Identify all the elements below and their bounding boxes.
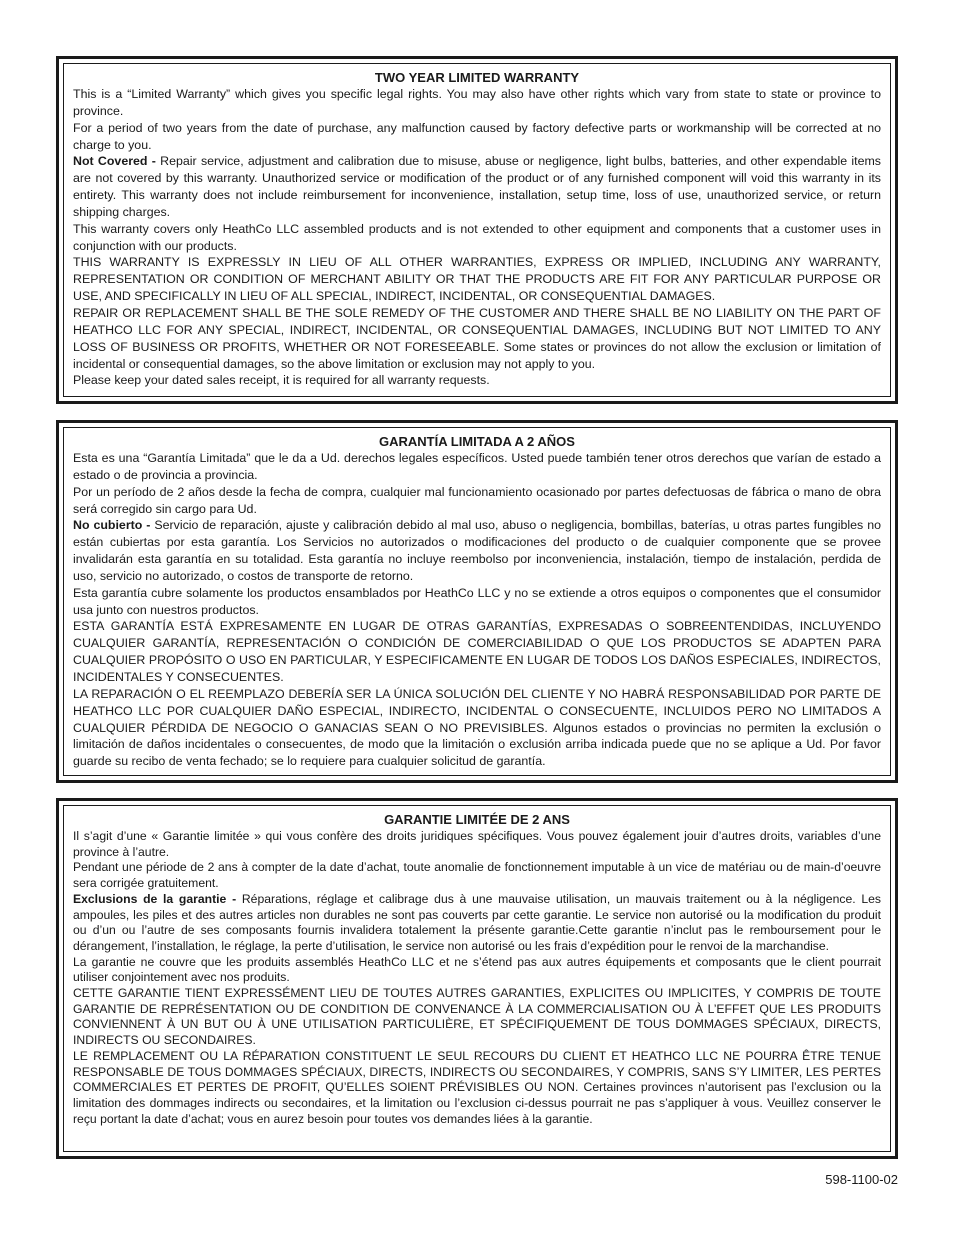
not-covered-label: Not Covered - bbox=[73, 154, 156, 169]
warranty-title-english: TWO YEAR LIMITED WARRANTY bbox=[374, 70, 580, 85]
exclusions-label: Exclusions de la garantie - bbox=[73, 891, 237, 906]
warranty-paragraph: Esta es una “Garantía Limitada” que le da a Ud. derechos legales específicos. Usted puede también tener otros derechos que varían de estado a estado o de provincia a provincia. bbox=[73, 451, 881, 482]
warranty-box-french-inner bbox=[63, 805, 891, 1152]
not-covered-text: Repair service, adjustment and calibration due to misuse, abuse or negligence, light bulbs, batteries, and other expendable items are not covered by this warranty. Unauthorized service or modification of the product or of any furnished component will void this warranty in its entirety. This warranty does not include reimbursement for inconvenience, installation, setup time, loss of use, unauthorized service, or return shipping charges. bbox=[73, 154, 881, 219]
warranty-paragraph: Por un período de 2 años desde la fecha de compra, cualquier mal funcionamiento ocasionado por partes defectuosas de fábrica o mano de obra será corregido sin cargo para Ud. bbox=[73, 484, 881, 516]
warranty-paragraph: Il s’agit d’une « Garantie limitée » qui vous confère des droits juridiques spécifiques. Vous pouvez également jouir d’autres droits, variables d’une province à l’autre. bbox=[73, 829, 881, 859]
warranty-paragraph: CETTE GARANTIE TIENT EXPRESSÉMENT LIEU DE TOUTES AUTRES GARANTIES, EXPLICITES OU IMPLICITES, Y COMPRIS DE TOUTE GARANTIE DE REPRÉSENTATION OU DE CONDITION DE CONVENANCE À LA COMMERCIALISATION OU À L’EFFET QUE LES PRODUITS CONVIENNENT À UN BUT OU À UNE UTILISATION PARTICULIÈRE, ET SPÉCIFIQUEMENT DE TOUS DOMMAGES SPÉCIAUX, DIRECTS, INDIRECTS OU SECONDAIRES. bbox=[73, 986, 881, 1048]
warranty-paragraph: Please keep your dated sales receipt, it is required for all warranty requests. bbox=[73, 373, 490, 388]
warranty-box-spanish bbox=[56, 420, 898, 783]
warranty-box-spanish-inner bbox=[63, 427, 891, 776]
warranty-box-french bbox=[56, 798, 898, 1159]
warranty-paragraph: REPAIR OR REPLACEMENT SHALL BE THE SOLE REMEDY OF THE CUSTOMER AND THERE SHALL BE NO LIABILITY ON THE PART OF HEATHCO LLC FOR ANY SPECIAL, INDIRECT, INCIDENTAL, OR CONSEQUENTIAL DAMAGES, INCLUDING BUT NOT LIMITED TO ANY LOSS OF BUSINESS OR PROFITS, WHETHER OR NOT FORESEEABLE. Some states or provinces do not allow the exclusion or limitation of incidental or consequential damages, so the above limitation or exclusion may not apply to you. bbox=[73, 305, 881, 371]
warranty-paragraph: THIS WARRANTY IS EXPRESSLY IN LIEU OF ALL OTHER WARRANTIES, EXPRESS OR IMPLIED, INCLUDING ANY WARRANTY, REPRESENTATION OR CONDITION OF MERCHANT ABILITY OR THAT THE PRODUCTS ARE FIT FOR ANY PARTICULAR PURPOSE OR USE, AND SPECIFICALLY IN LIEU OF ALL SPECIAL, INDIRECT, INCIDENTAL, OR CONSEQUENTIAL DAMAGES. bbox=[73, 255, 881, 304]
warranty-paragraph: LA REPARACIÓN O EL REEMPLAZO DEBERÍA SER LA ÚNICA SOLUCIÓN DEL CLIENTE Y NO HABRÁ RESPONSABILIDAD POR PARTE DE HEATHCO LLC POR CUALQUIER DAÑO ESPECIAL, INDIRECTO, INCIDENTAL O CONSECUENTE, INCLUIDOS PERO NO LIMITADOS A CUALQUIER PÉRDIDA DE NEGOCIO O GANACIAS SEAN O NO PREVISIBLES. Algunos estados o provincias no permiten la exclusión o limitación de daños incidentales o consecuentes, de modo que la limitación o exclusión arriba indicada puede que no se aplique a Ud. Por favor guarde su recibo de venta fechado; se lo requiere para cualquier solicitud de garantía. bbox=[73, 686, 881, 769]
no-cubierto-label: No cubierto - bbox=[73, 518, 151, 533]
warranty-paragraph: La garantie ne couvre que les produits assemblés HeathCo LLC et ne s’étend pas aux autres équipements et composants que le client pourrait utiliser conjointement avec nos produits. bbox=[73, 954, 881, 985]
warranty-box-english-inner bbox=[63, 63, 891, 397]
warranty-paragraph: This is a “Limited Warranty” which gives you specific legal rights. You may also have other rights which vary from state to state or province to province. bbox=[73, 87, 881, 118]
warranty-paragraph-not-covered bbox=[73, 153, 881, 220]
warranty-paragraph: ESTA GARANTÍA ESTÁ EXPRESAMENTE EN LUGAR DE OTRAS GARANTÍAS, EXPRESADAS O SOBREENTENDIDAS, INCLUYENDO CUALQUIER GARANTÍA, REPRESENTACIÓN O CONDICIÓN DE COMERCIABILIDAD O QUE LOS PRODUCTOS SE ADAPTEN PARA CUALQUIER PROPÓSITO O USO EN PARTICULAR, Y ESPECIFICAMENTE EN LUGAR DE TODOS LOS DAÑOS ESPECIALES, INDIRECTOS, INCIDENTALES Y CONSECUENTES. bbox=[73, 619, 881, 684]
warranty-paragraph: Esta garantía cubre solamente los productos ensamblados por HeathCo LLC y no se extiende a otros equipos o componentes que el consumidor usa junto con nuestros productos. bbox=[73, 585, 881, 617]
warranty-paragraph: Pendant une période de 2 ans à compter de la date d’achat, toute anomalie de fonctionnement imputable à un vice de matériau ou de main-d’oeuvre sera corrigée gratuitement. bbox=[73, 860, 881, 891]
warranty-paragraph: For a period of two years from the date of purchase, any malfunction caused by factory defective parts or workmanship will be corrected at no charge to you. bbox=[73, 120, 881, 152]
warranty-box-english bbox=[56, 56, 898, 404]
warranty-paragraph: LE REMPLACEMENT OU LA RÉPARATION CONSTITUENT LE SEUL RECOURS DU CLIENT ET HEATHCO LLC NE POURRA ÊTRE TENUE RESPONSABLE DE TOUS DOMMAGES SPÉCIAUX, DIRECTS, INDIRECTS OU SECONDAIRES, Y COMPRIS, SANS S’Y LIMITER, LES PERTES COMMERCIALES ET PERTES DE PROFIT, QU’ELLES SOIENT PRÉVISIBLES OU NON. Certaines provinces n’autorisent pas l’exclusion ou la limitation des dommages indirects ou secondaires, et la limitation ou l’exclusion ci-dessus pourrait ne pas s’appliquer à vous. Veuillez conserver le reçu portant la date d’achat; vous en aurez besoin pour toutes vos demandes liées à la garantie. bbox=[73, 1048, 881, 1126]
warranty-paragraph-no-cubierto bbox=[73, 517, 881, 584]
warranty-title-spanish: GARANTÍA LIMITADA A 2 AÑOS bbox=[379, 434, 575, 449]
document-number: 598-1100-02 bbox=[825, 1172, 898, 1187]
warranty-paragraph-exclusions bbox=[73, 892, 881, 955]
exclusions-text: Réparations, réglage et calibrage dus à une mauvaise utilisation, un mauvais traitement ou à la négligence. Les ampoules, les piles et des autres articles non durables ne sont pas couverts par cette garantie. Le service non autorisé ou la modification du produit ou d’un ou l’autre de ses composants fournis invalidera totalement la présente garantie.Cette garantie n’inclut pas le remboursement pour le dérangement, l’installation, le réglage, la perte d’utilisation, le service non autorisé ou les frais d’expédition pour le renvoi de la marchandise. bbox=[73, 891, 881, 953]
warranty-title-french: GARANTIE LIMITÉE DE 2 ANS bbox=[384, 812, 570, 827]
warranty-paragraph: This warranty covers only HeathCo LLC assembled products and is not extended to other equipment and components that a customer uses in conjunction with our products. bbox=[73, 221, 881, 253]
no-cubierto-text: Servicio de reparación, ajuste y calibración debido al mal uso, abuso o negligencia, bombillas, baterías, u otras partes fungibles no están cubiertas por esta garantía. Los Servicios no autorizados o modificaciones del producto o de cualquier componente que se provee invalidarán esta garantía en su totalidad. Esta garantía no incluye reembolso por inconveniencia, instalación, tiempo de instalación, perdida de uso, servicio no autorizado, o costos de transporte de retorno. bbox=[73, 518, 881, 583]
